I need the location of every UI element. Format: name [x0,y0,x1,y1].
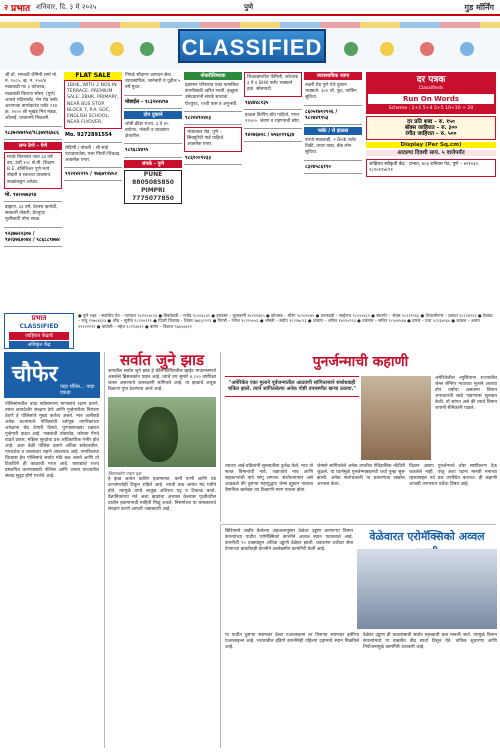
masthead-brand: प्रभात [11,3,31,14]
airline-column-1: या यादीत दुसऱ्या स्थानावर डेल्टा एअरलाइन्स तर तिसऱ्या स्थानावर इबेरिया एअरलाइन्स आहे. भारतातील इंडिगो कंपनीनेही पहिल्या दहामध्ये स्थान मिळविले आहे. [225,633,359,650]
classified-ad [64,145,122,169]
rate-card-header [366,72,496,114]
tree-photo-caption: ब्रिसलकोन पाइन वृक्ष [108,472,142,477]
ad-phone: Mo. 9272891554 [64,131,122,142]
classified-column-2 [64,72,122,183]
article-on-time-airline [220,524,496,748]
classified-column-4 [184,72,242,167]
airline-column-2: वेळेवर उड्डाण ही प्रवाशांसाठी सर्वात महत्त्वाची बाब मानली जाते. त्यामुळे विमान कंपन्यांमध्ये या बाबतीत तीव्र स्पर्धा दिसून येते. तांत्रिक सुधारणा आणि नियोजनामुळे कामगिरी उंचावली आहे. [363,633,497,650]
run-on-words: Run On Words [368,94,494,104]
rate-list [366,116,496,140]
airline-columns [225,633,497,651]
page-header [0,0,500,16]
article-chauffeur [4,352,100,748]
crew-photo [357,549,497,629]
ad-phone: ८६०५१७१२९२६ / ९८२४४९९५३ [304,108,362,125]
chauffeur-title: चौफेर [12,361,58,386]
classified-ad [184,82,242,112]
flat-sale-heading: FLAT SALE [64,72,122,80]
category-heading: संपर्क - पुणे [124,160,182,168]
car-icon [30,42,44,56]
wedding-icon [110,42,124,56]
logo-tagline: जाहिरात केंद्राचे [9,332,69,340]
ad-text: चिंचवडमधील फॅमिली, कोथरुड ३ ते ४ BHK फ्लॅट भाड्याने हवा. सोसायटी. [247,75,298,93]
deadline-note: आदल्या दिवशी सायं. ५ वाजेपर्यंत [366,150,496,156]
ad-phone: ९४२७६७२८ / ७५६०११६३४ [244,131,302,142]
key-icon [380,42,394,56]
ad-text: हडपसर परिसरात एका नामांकित कंपनीसाठी त्वरित भरती. इच्छुक उमेदवारांनी संपर्क साधावा. ग्रॅज्युएट, १२वी पास व अनुभवी. [185,83,239,107]
category-heading: दोन दुकाने [124,111,182,119]
contact-box: PUNE 8805085850 PIMPRI 7775077850 [124,170,182,204]
ad-phone: ८३२४५८६१९० [304,163,362,174]
classified-title: CLASSIFIED [178,29,326,63]
oldest-tree-title: सर्वात जुने झाड [119,351,205,369]
ad-text: हाऊस किपिंग बॉय पाहिजे, पगार १२०००. जेवण व राहण्याची सोय. [245,112,301,125]
category-heading: नोकरीविषयक [184,72,242,80]
category-heading: फ्लॅट / रो हाऊस [304,127,362,135]
edition-city: पुणे [244,3,254,11]
oldest-tree-body-bottom: हे झाड अत्यंत कठीण हवामानात, कमी पाणी आणि थंड वाऱ्यांमध्येही टिकून राहिले आहे. त्याची वाढ अत्यंत मंद गतीने होते, त्यामुळे त्याचे लाकूड अतिशय घट्ट व टिकाऊ बनते. वैज्ञानिकांच्या मते अशा झाडांचा अभ्यास केल्यास पृथ्वीवरील प्राचीन हवामानाची माहिती मिळू शकते. निसर्गाच्या या चमत्काराचे संरक्षण करणे आपली जबाबदारी आहे. [108,477,216,512]
ad-phone: मो. ९४२०७७३९४ [4,191,62,202]
classified-column-1 [4,72,62,249]
ad-text: जोडी क्रीडा राज्य, ३ ते ४५ वयोगट, नोकरी व व्यवसाय क्षेत्रातील. [125,121,169,140]
oldest-tree-body-top: जगातील सर्वात जुने झाड हे कॅलिफोर्नियातील व्हाईट माउंटन्समध्ये असलेले ब्रिसलकोन पाइन आहे. त्याचे वय सुमारे ४,८०० वर्षांपेक्षा जास्त असल्याचे शास्त्रज्ञांनी सांगितले आहे. या झाडाचे अचूक ठिकाण गुप्त ठेवण्यात आले आहे. [108,369,216,392]
ad-text: वारजे माळवाडी, २ BHK फ्लॅट विक्री, तयार ताबा, बँक लोन सुविधा. [305,138,357,156]
ad-phone: मोबाईल - ९८३२४२४९७ [124,98,182,109]
classified-banner [0,18,500,70]
ad-phone: ९८२०४९०४०३ [184,114,242,125]
rate-card-subtitle: Classifieds [418,86,444,91]
rate-card [366,72,496,312]
article-rebirth-story [220,352,496,522]
rebirth-column-2: जेम्सने सांगितलेले अनेक तपशील ऐतिहासिक नोंदींशी जुळले. या घटनेमुळे पुनर्जन्माबद्दलची चर्चा पुन्हा सुरू झाली. अनेक संशोधकांनी या प्रकरणाचा सखोल अभ्यास केला. [317,464,405,487]
scheme-line: Scheme : 2+1 5+4 5+5 10+10 + 20 [388,106,474,111]
article-oldest-tree [104,352,216,748]
rebirth-side-text: अमेरिकेतील ल्युसियाना राज्यातील जेम्स लेनिंगर नावाच्या मुलाने अवघ्या दोन वर्षांचा असताना विमान अपघाताची स्वप्ने पाहण्यास सुरुवात केली. तो सांगत असे की त्याचे विमान जपानी सैनिकांनी पाडले. [435,376,497,411]
airline-lead-text: सिरियमने जाहीर केलेल्या अहवालानुसार वेळेवर उड्डाण करणाऱ्या विमान कंपन्यांच्या यादीत एरोमॅक्सिको कंपनीने अव्वल स्थान पटकावले आहे. कंपनीची ९० टक्क्यांहून अधिक उड्डाणे वेळेवर झाली. प्रवाशांना दर्जेदार सेवा देण्याच्या बाबतीतही कंपनीने उल्लेखनीय कामगिरी केली आहे. [225,529,353,552]
chauffeur-subtitle: पाहा चौफेर... पाहा एकदा [60,384,95,396]
edition-name: गुड मॉर्निंग [464,3,494,12]
classified-ad [124,72,182,96]
ad-text: भांडारकर रोड, पुणे – सिक्युरिटी गार्ड पाहिजे. आकर्षक पगार. [187,130,225,148]
ad-text: श्री डॉ. भगवती जैमिनी शर्मा मो. नं. ९०८५, व्ह. नं. २५०/४ माळवाडी गट ३ कोथरुड, माळवाडी किराया सोसा. (पुणे) आपले मंदिरफ्लॅट, मेन रोड फ्लॅट. अध्यापक डायरेक्टरेट प्लॉट २१४ क्र. २००० श्री भूखंड मित्र मंडळ, ओलाई. परवानगी मिळाली. [5,73,60,122]
ad-phone: ९८६१००९२३३ [184,154,242,165]
boy-photo [361,376,431,460]
rebirth-columns [225,464,497,524]
ad-text: मराठे चित्पावन जात ३३ वर्ष वय, उंची १५८ से.मी. शिक्षण B.E. इंजिनिअर पुणे मध्ये नोकरी व स्वतःचा व्यवसाय. स्थळांकडून अपेक्षा. [7,154,55,185]
agent-list-text: ● पुणे शहर – सदाशिव पेठ – नारायण ९८२२०४८२३ ● बिबवेवाडी – राजेंद्र ९८५०४८३२ ● हडपसर – कुलकर्णी ९४२२२६६५ ● कोथरुड – श्रीरंग ९८५०१०४५ ● धनकवडी – साईनाथ ९८२२०४८५ ● स्वारगेट – श्रेयस ९८२२९९६६ ● शिवाजीनगर – प्रकाश ९८२२४१२३ ● येरवडा – राजू ९९७०६६२३ ● औंध – सुनील ९८२२०११२ ● पिंपरी चिंचवड – शिवम ९७६६२२१९ ● निगडी – गणेश ९८२२५५५६ ● भोसरी – संदीप ९८२२७८२३ ● चाकण – अनिल ९४२२०१२३ ● तळेगाव – सचिन ९८५०४५६७ ● वारजे – दत्ता ९८२३४५६० ● कात्रज – अजय ९९२२२११२ ● वाघोली – महेश ९८२२३४१२ ● बाणेर – विशाल ९७६५४३२१ [78,313,493,329]
ad-text: लक्ष्मी रोड पुणे येथे दुकान भाड्याने. ३०० चौ. फूट, पार्किंग सुविधा. [305,83,357,101]
ad-phone: ९८९६८४४९५ [124,146,182,157]
page-number: २ [4,2,9,12]
issue-date: शनिवार, दि. ३ मे २०२५ [36,2,97,11]
classified-ad [4,204,62,228]
rate-item: बॉक्स जाहिरात – रु. ३०० [404,125,458,131]
classified-logo [4,313,74,349]
heart-icon [420,42,434,56]
house-icon [70,42,84,56]
ad-text: रोहिणी / नोकरी : श्री साई एंटरप्रायजेस, पत्ता पिंपरी-चिंचवड, आकर्षक पगार. [65,145,121,164]
rebirth-pull-quote: "अमेरिकेत एका मुलाने पूर्वजन्मातील आठवणी सांगितल्याने संशोधकही चकित झाले. त्याने सांगितलेल्या अनेक गोष्टी तपासणीत खऱ्या ठरल्या." [225,376,359,397]
agent-list-strip [4,313,496,349]
display-rate: Display (Per Sq.cm) [366,142,496,148]
rebirth-column-1: त्याच्या आई-वडिलांनी सुरुवातीला दुर्लक्ष केले, मात्र तो सतत विमानांची नावे, जहाजाचे नाव आणि सहकाऱ्यांची नावे सांगू लागला. संशोधनानंतर असे आढळले की दुसऱ्या महायुद्धात जेम्स ह्युस्टन नावाचा वैमानिक खरोखर त्या ठिकाणी मरण पावला होता. [225,464,313,493]
ad-phone: ९८३७२४७१५४/९८३७४९६७८६ [4,129,62,140]
ad-text: 1BHK, WITH 2 NOS IN TERRACE. PREMIUM SALE: 2BHK, PRIMARY, NEAR BUS STOP. BLOCK 7, P.A. SOC, ENGLISH SCHOOL, NEAR FLYOVER. [67,83,119,126]
rate-item: दर प्रति शब्द – रु. १५० [407,119,455,125]
briefcase-icon [460,42,474,56]
category-heading: लग्न ठेणे – पेणे [4,142,62,150]
banner-strip [0,22,500,28]
rebirth-column-3: विज्ञान अद्याप पुनर्जन्माचे ठोस स्पष्टीकरण देऊ शकलेले नाही, परंतु अशा घटना मानवी मनाच्या रहस्यांबद्दल नवे प्रश्न उपस्थित करतात. ही कहाणी आजही जगभरात चर्चेचा विषय आहे. [409,464,497,487]
classified-column-3 [124,72,182,204]
tree-photo [108,397,216,467]
classified-ad [184,127,242,152]
logo-classified: CLASSIFIED [19,323,59,330]
classified-ad [124,121,182,145]
chauffeur-header [4,352,100,398]
laptop-icon [140,42,154,56]
rate-card-title: दर पत्रक [416,75,446,85]
classified-column-5 [244,72,302,144]
classified-ad [4,152,62,189]
ad-phone: ९९२२४२२१५ / ९७६७९२४५२ [64,170,122,181]
ad-phone: ९२३७७२२३०७ / ९४२३७६४०४४ / ९८६८८९७७४ [4,230,62,247]
logo-tagline-2: अधिकृत केंद्र [9,341,69,349]
rebirth-title: पुनर्जन्माची कहाणी [312,354,409,370]
airline-title: वेळेवारत एरोमॅक्सिको अव्वल [369,530,485,543]
classified-ad [244,112,302,129]
classified-ad [64,80,122,129]
classified-ad [304,137,362,161]
chauffeur-body: पोलिसांमधील वादा सर्वसामान्य माणसांचे रक्षण करणे. त्यांना कायदेशीर संरक्षण देणे आणि गुन्हेगारीवर नियंत्रण ठेवणे हे पोलिसांचे मुख्य कर्तव्य असते. मात्र अलीकडे अनेक घटनांमध्ये पोलिसांची वर्तणूक नागरिकांच्या अपेक्षांना छेद देणारी दिसते. पुण्यासारख्या शहरात गुन्हेगारी वाढत आहे. गाड्यांची तोडफोड, कोयता गँगचे वाढते प्रकार, महिला सुरक्षेचा प्रश्न अधिकाधिक गंभीर होत आहे. अशा वेळी पोलिस दलाने अधिक संवेदनशील, पारदर्शक व जबाबदार राहणे आवश्यक आहे. नागरिकांचा विश्वास हेच पोलिसांचे सर्वात मोठे बळ असते आणि तो टिकविणे ही काळाची गरज आहे. कायद्याचे राज्य प्रस्थापित करण्यासाठी पोलिस आणि जनता यांच्यातील संवाद सुदृढ होणे गरजेचे आहे. [5,402,99,479]
ad-text: पिंपळे सौदागर उत्पादन सेवा व्यावसायिक, जानेवारी ते पुढील ५ वर्षे मुदत. [125,73,181,91]
address-box: जाहिरात स्वीकृती केंद्र : प्रभात, ४०३ शनिवार पेठ, पुणे – ४११०३०. ९८९०१९४८९१ [366,159,496,177]
classified-ad [304,82,362,106]
category-heading: व्यावसायिक जागा [304,72,362,80]
classified-column-6 [304,72,362,176]
ad-text: ब्राह्मण, ३३ वर्ष, देशस्थ ऋग्वेदी, सरकारी नोकरी, ग्रॅज्युएट मुलीसाठी योग्य स्थळ. [5,205,58,223]
classified-ad [4,72,62,127]
logo-brand: प्रभात [31,314,47,322]
ad-phone: ९६४४४८१३५ [244,99,302,110]
classified-ad [244,72,302,97]
rate-item: रंगीत जाहिरात – रु. ५०० [405,131,457,137]
phone-icon [344,42,358,56]
classified-grid [4,72,364,312]
